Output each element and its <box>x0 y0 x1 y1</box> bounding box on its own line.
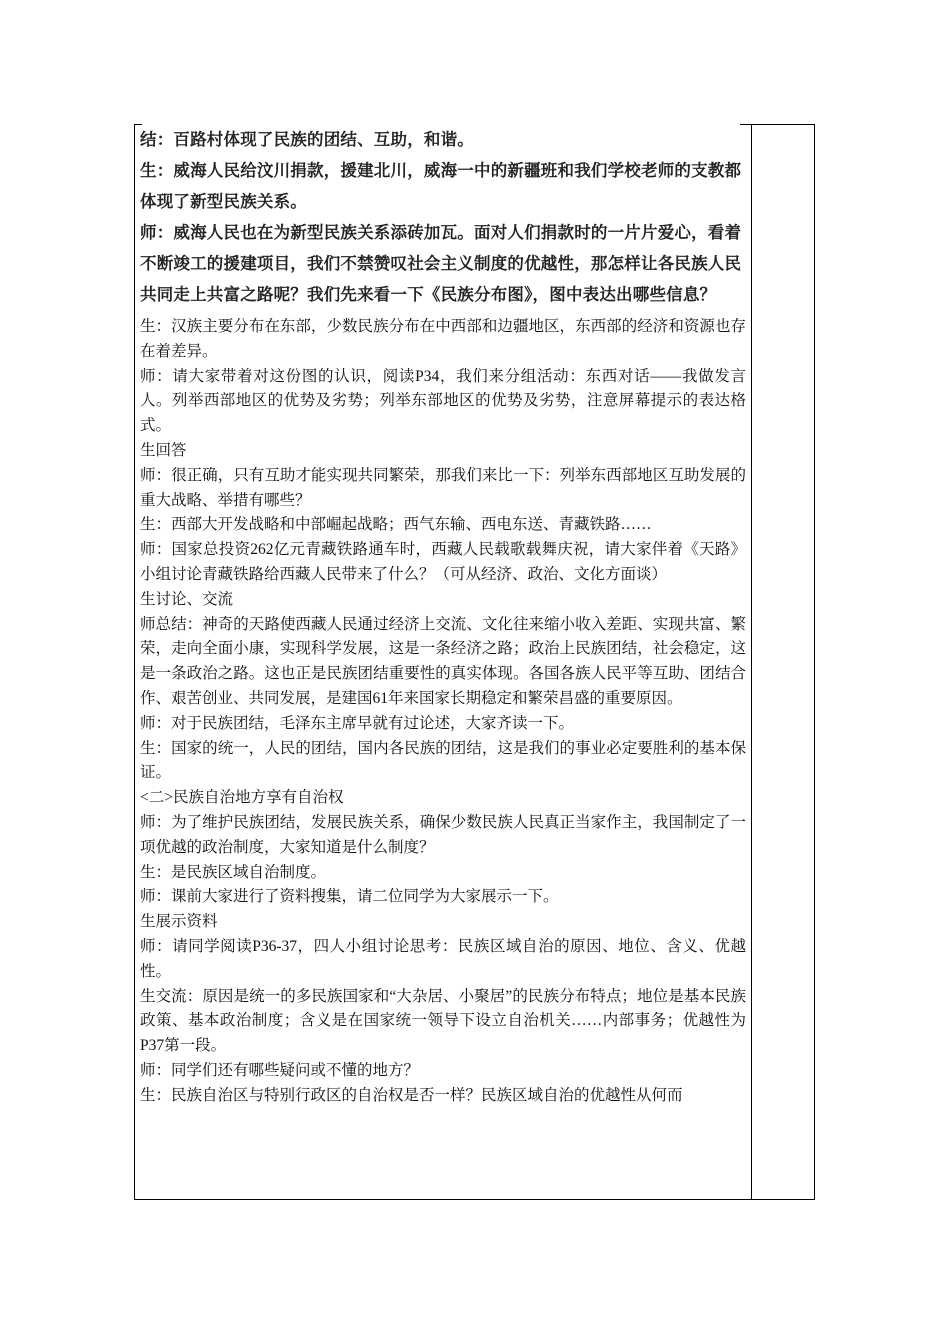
paragraph: 生：民族自治区与特别行政区的自治权是否一样？民族区域自治的优越性从何而 <box>140 1086 683 1104</box>
paragraph: 师：对于民族团结，毛泽东主席早就有过论述，大家齐读一下。 <box>140 714 575 732</box>
paragraph: 师：为了维护民族团结，发展民族关系，确保少数民族人民真正当家作主，我国制定了一项优越的政治制度，大家知道是什么制度？ <box>140 813 746 856</box>
paragraph: 师：请同学阅读P36-37，四人小组讨论思考：民族区域自治的原因、地位、含义、优越性。 <box>140 937 746 980</box>
paragraph: 生展示资料 <box>140 913 218 931</box>
paragraph: 师总结：神奇的天路使西藏人民通过经济上交流、文化往来缩小收入差距、实现共富、繁荣，走向全面小康，实现科学发展，这是一条经济之路；政治上民族团结，社会稳定，这是一条政治之路。这也正是民族团结重要性的真实体现。各国各族人民平等互助、团结合作、艰苦创业、共同发展，是建国61年来国家长期稳定和繁荣昌盛的重要原因。 <box>140 615 746 707</box>
paragraph: 师：课前大家进行了资料搜集，请二位同学为大家展示一下。 <box>140 888 559 906</box>
table-right-border <box>814 124 815 1200</box>
paragraph: 师：很正确，只有互助才能实现共同繁荣，那我们来比一下：列举东西部地区互助发展的重大战略、举措有哪些？ <box>140 466 746 509</box>
paragraph: 生：是民族区域自治制度。 <box>140 863 327 881</box>
table-top-border-right <box>751 124 815 125</box>
paragraph: 生讨论、交流 <box>140 590 234 608</box>
paragraph: 生交流：原因是统一的多民族国家和“大杂居、小聚居”的民族分布特点；地位是基本民族政策、基本政治制度；含义是在国家统一领导下设立自治机关……内部事务；优越性为P37第一段。 <box>140 987 746 1055</box>
paragraph: 生：威海人民给汶川捐款，援建北川，威海一中的新疆班和我们学校老师的支教都体现了新型民族关系。 <box>140 161 742 211</box>
paragraph: 生回答 <box>140 441 187 459</box>
table-middle-border <box>751 124 752 1200</box>
lesson-text <box>140 124 746 1109</box>
section-heading: <二>民族自治地方享有自治权 <box>140 789 344 807</box>
table-left-border <box>134 124 135 1200</box>
paragraph: 生：国家的统一，人民的团结，国内各民族的团结，这是我们的事业必定要胜利的基本保证。 <box>140 739 746 782</box>
main-paragraphs <box>140 315 746 1109</box>
paragraph: 师：国家总投资262亿元青藏铁路通车时，西藏人民载歌载舞庆祝，请大家伴着《天路》小组讨论青藏铁路给西藏人民带来了什么？（可从经济、政治、文化方面谈） <box>140 541 746 583</box>
paragraph: 生：西部大开发战略和中部崛起战略；西气东输、西电东送、青藏铁路…… <box>140 516 652 534</box>
paragraph: 师：同学们还有哪些疑问或不懂的地方？ <box>140 1061 420 1079</box>
paragraph: 师：请大家带着对这份图的认识，阅读P34，我们来分组活动：东西对话——我做发言人。列举西部地区的优势及劣势；列举东部地区的优势及劣势，注意屏幕提示的表达格式。 <box>140 367 746 435</box>
paragraph: 结：百路村体现了民族的团结、互助，和谐。 <box>140 130 474 149</box>
paragraph: 生：汉族主要分布在东部，少数民族分布在中西部和边疆地区，东西部的经济和资源也存在着差异。 <box>140 318 746 360</box>
paragraph: 师：威海人民也在为新型民族关系添砖加瓦。面对人们捐款时的一片片爱心，看着不断竣工的援建项目，我们不禁赞叹社会主义制度的优越性，那怎样让各民族人民共同走上共富之路呢？我们先来看一下《民族分布图》，图中表达出哪些信息？ <box>140 223 742 304</box>
top-paragraphs <box>140 124 746 310</box>
table-bottom-border <box>134 1199 815 1200</box>
